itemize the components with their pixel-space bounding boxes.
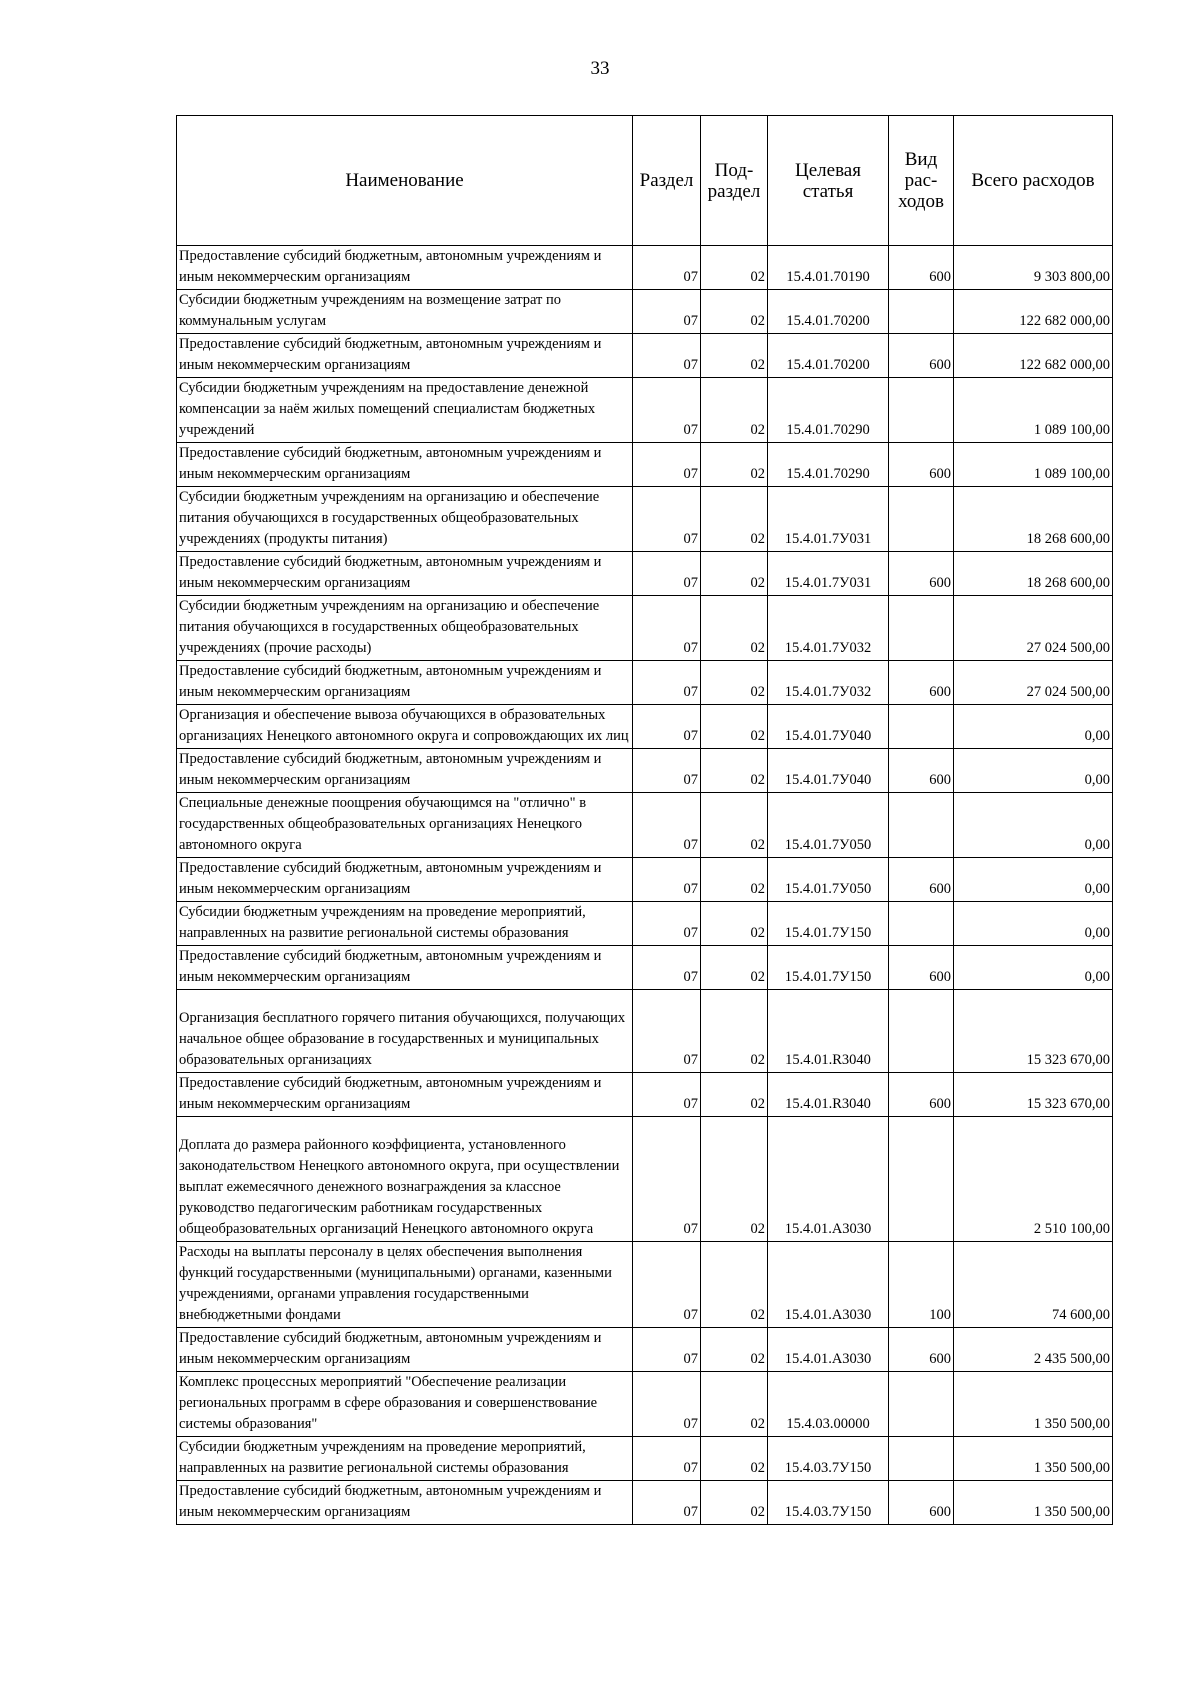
- row-total: 18 268 600,00: [954, 487, 1113, 552]
- table-row: [177, 1372, 1113, 1437]
- row-expense-kind: 600: [889, 552, 954, 596]
- row-total: 1 350 500,00: [954, 1481, 1113, 1525]
- row-section: 07: [633, 661, 701, 705]
- row-name: Субсидии бюджетным учреждениям на организацию и обеспечение питания обучающихся в государственных общеобразовательных учреждениях (продукты питания): [177, 487, 633, 552]
- row-name: Предоставление субсидий бюджетным, автономным учреждениям и иным некоммерческим организациям: [177, 552, 633, 596]
- row-subsection: 02: [701, 290, 768, 334]
- row-subsection: 02: [701, 487, 768, 552]
- row-subsection: 02: [701, 1242, 768, 1328]
- row-target-article: 15.4.01.А3030: [768, 1242, 889, 1328]
- row-total: 1 089 100,00: [954, 378, 1113, 443]
- row-total: 1 089 100,00: [954, 443, 1113, 487]
- row-expense-kind: [889, 596, 954, 661]
- row-expense-kind: 600: [889, 246, 954, 290]
- row-expense-kind: 600: [889, 946, 954, 990]
- row-name: Предоставление субсидий бюджетным, автономным учреждениям и иным некоммерческим организациям: [177, 1481, 633, 1525]
- row-name: Предоставление субсидий бюджетным, автономным учреждениям и иным некоммерческим организациям: [177, 334, 633, 378]
- header-subsection: [701, 116, 768, 246]
- table-row: [177, 902, 1113, 946]
- row-expense-kind: 600: [889, 858, 954, 902]
- table-row: [177, 596, 1113, 661]
- row-name: Предоставление субсидий бюджетным, автономным учреждениям и иным некоммерческим организациям: [177, 1073, 633, 1117]
- row-name: Доплата до размера районного коэффициента, установленного законодательством Ненецкого автономного округа, при осуществлении выплат ежемесячного денежного вознаграждения за классное руководство педагогическим работникам государственных общеобразовательных организаций Ненецкого автономного округа: [177, 1117, 633, 1242]
- row-target-article: 15.4.03.7У150: [768, 1437, 889, 1481]
- row-section: 07: [633, 487, 701, 552]
- row-section: 07: [633, 1437, 701, 1481]
- row-name: Предоставление субсидий бюджетным, автономным учреждениям и иным некоммерческим организациям: [177, 946, 633, 990]
- row-subsection: 02: [701, 246, 768, 290]
- row-expense-kind: [889, 705, 954, 749]
- row-target-article: 15.4.01.7У150: [768, 902, 889, 946]
- row-name: Субсидии бюджетным учреждениям на предоставление денежной компенсации за наём жилых помещений специалистам бюджетных учреждений: [177, 378, 633, 443]
- row-target-article: 15.4.01.7У040: [768, 749, 889, 793]
- header-kind-line1: Вид: [904, 149, 938, 170]
- row-expense-kind: [889, 487, 954, 552]
- row-total: 15 323 670,00: [954, 990, 1113, 1073]
- row-name: Предоставление субсидий бюджетным, автономным учреждениям и иным некоммерческим организациям: [177, 443, 633, 487]
- row-section: 07: [633, 705, 701, 749]
- row-expense-kind: [889, 793, 954, 858]
- table-row: [177, 990, 1113, 1073]
- row-total: 122 682 000,00: [954, 290, 1113, 334]
- table-row: [177, 378, 1113, 443]
- row-name: Организация бесплатного горячего питания обучающихся, получающих начальное общее образование в государственных и муниципальных образовательных организациях: [177, 990, 633, 1073]
- row-expense-kind: 600: [889, 334, 954, 378]
- row-subsection: 02: [701, 1481, 768, 1525]
- row-total: 122 682 000,00: [954, 334, 1113, 378]
- row-section: 07: [633, 946, 701, 990]
- row-section: 07: [633, 443, 701, 487]
- row-target-article: 15.4.01.70190: [768, 246, 889, 290]
- table-row: [177, 1437, 1113, 1481]
- row-name: Субсидии бюджетным учреждениям на проведение мероприятий, направленных на развитие региональной системы образования: [177, 902, 633, 946]
- row-target-article: 15.4.01.70290: [768, 378, 889, 443]
- row-total: 0,00: [954, 902, 1113, 946]
- row-subsection: 02: [701, 443, 768, 487]
- row-expense-kind: 100: [889, 1242, 954, 1328]
- header-subsection-line2: раздел: [707, 180, 761, 202]
- row-expense-kind: [889, 1372, 954, 1437]
- table-row: [177, 1117, 1113, 1242]
- row-name: Специальные денежные поощрения обучающимся на "отлично" в государственных общеобразовательных организациях Ненецкого автономного округа: [177, 793, 633, 858]
- row-total: 0,00: [954, 858, 1113, 902]
- row-name: Предоставление субсидий бюджетным, автономным учреждениям и иным некоммерческим организациям: [177, 661, 633, 705]
- header-section: Раздел: [633, 116, 701, 246]
- budget-table: [176, 115, 1113, 1525]
- table-row: [177, 443, 1113, 487]
- row-section: 07: [633, 858, 701, 902]
- row-section: 07: [633, 246, 701, 290]
- table-row: [177, 246, 1113, 290]
- table-row: [177, 552, 1113, 596]
- row-target-article: 15.4.01.7У050: [768, 793, 889, 858]
- row-name: Предоставление субсидий бюджетным, автономным учреждениям и иным некоммерческим организациям: [177, 246, 633, 290]
- row-target-article: 15.4.01.70200: [768, 290, 889, 334]
- row-total: 2 510 100,00: [954, 1117, 1113, 1242]
- row-section: 07: [633, 1328, 701, 1372]
- header-target-line2: статья: [802, 180, 854, 202]
- row-target-article: 15.4.01.7У032: [768, 596, 889, 661]
- row-target-article: 15.4.01.R3040: [768, 990, 889, 1073]
- row-expense-kind: 600: [889, 1481, 954, 1525]
- row-total: 27 024 500,00: [954, 596, 1113, 661]
- row-target-article: 15.4.01.7У032: [768, 661, 889, 705]
- row-total: 2 435 500,00: [954, 1328, 1113, 1372]
- table-row: [177, 290, 1113, 334]
- row-total: 1 350 500,00: [954, 1372, 1113, 1437]
- row-expense-kind: 600: [889, 1073, 954, 1117]
- row-subsection: 02: [701, 705, 768, 749]
- table-row: [177, 793, 1113, 858]
- table-row: [177, 661, 1113, 705]
- header-kind-line2: рас-: [904, 170, 938, 191]
- row-expense-kind: [889, 1117, 954, 1242]
- row-name: Предоставление субсидий бюджетным, автономным учреждениям и иным некоммерческим организациям: [177, 858, 633, 902]
- row-subsection: 02: [701, 902, 768, 946]
- row-target-article: 15.4.03.00000: [768, 1372, 889, 1437]
- row-target-article: 15.4.01.А3030: [768, 1117, 889, 1242]
- row-name: Комплекс процессных мероприятий "Обеспечение реализации региональных программ в сфере образования и совершенствование системы образования": [177, 1372, 633, 1437]
- row-subsection: 02: [701, 1328, 768, 1372]
- table-row: [177, 749, 1113, 793]
- row-section: 07: [633, 596, 701, 661]
- row-subsection: 02: [701, 946, 768, 990]
- row-name: Организация и обеспечение вывоза обучающихся в образовательных организациях Ненецкого автономного округа и сопровождающих их лиц: [177, 705, 633, 749]
- table-row: [177, 1328, 1113, 1372]
- row-target-article: 15.4.01.7У040: [768, 705, 889, 749]
- row-subsection: 02: [701, 749, 768, 793]
- header-expense-kind: [889, 116, 954, 246]
- row-expense-kind: [889, 378, 954, 443]
- row-section: 07: [633, 1242, 701, 1328]
- row-total: 0,00: [954, 946, 1113, 990]
- row-name: Субсидии бюджетным учреждениям на возмещение затрат по коммунальным услугам: [177, 290, 633, 334]
- row-section: 07: [633, 378, 701, 443]
- row-subsection: 02: [701, 1073, 768, 1117]
- row-total: 15 323 670,00: [954, 1073, 1113, 1117]
- row-target-article: 15.4.01.R3040: [768, 1073, 889, 1117]
- row-expense-kind: 600: [889, 749, 954, 793]
- page-number: 33: [590, 58, 610, 79]
- row-subsection: 02: [701, 1437, 768, 1481]
- row-section: 07: [633, 793, 701, 858]
- table-row: [177, 1073, 1113, 1117]
- row-section: 07: [633, 902, 701, 946]
- row-section: 07: [633, 1372, 701, 1437]
- table-row: [177, 487, 1113, 552]
- row-section: 07: [633, 552, 701, 596]
- row-target-article: 15.4.01.70290: [768, 443, 889, 487]
- table-row: [177, 946, 1113, 990]
- row-total: 18 268 600,00: [954, 552, 1113, 596]
- row-name: Предоставление субсидий бюджетным, автономным учреждениям и иным некоммерческим организациям: [177, 749, 633, 793]
- row-section: 07: [633, 1117, 701, 1242]
- row-target-article: 15.4.03.7У150: [768, 1481, 889, 1525]
- table-row: [177, 1481, 1113, 1525]
- row-section: 07: [633, 1073, 701, 1117]
- row-target-article: 15.4.01.70200: [768, 334, 889, 378]
- row-target-article: 15.4.01.А3030: [768, 1328, 889, 1372]
- table-header-row: [177, 116, 1113, 246]
- table-row: [177, 858, 1113, 902]
- row-subsection: 02: [701, 1117, 768, 1242]
- row-section: 07: [633, 290, 701, 334]
- header-target-line1: Целевая: [795, 159, 861, 181]
- row-total: 0,00: [954, 749, 1113, 793]
- row-total: 74 600,00: [954, 1242, 1113, 1328]
- row-expense-kind: [889, 1437, 954, 1481]
- header-kind-line3: ходов: [898, 191, 944, 212]
- row-expense-kind: 600: [889, 443, 954, 487]
- table-row: [177, 705, 1113, 749]
- row-name: Расходы на выплаты персоналу в целях обеспечения выполнения функций государственными (муниципальными) органами, казенными учреждениями, органами управления государственными внебюджетными фондами: [177, 1242, 633, 1328]
- row-total: 0,00: [954, 705, 1113, 749]
- row-expense-kind: [889, 990, 954, 1073]
- row-target-article: 15.4.01.7У031: [768, 487, 889, 552]
- row-subsection: 02: [701, 1372, 768, 1437]
- row-total: 1 350 500,00: [954, 1437, 1113, 1481]
- row-section: 07: [633, 990, 701, 1073]
- row-target-article: 15.4.01.7У050: [768, 858, 889, 902]
- row-subsection: 02: [701, 596, 768, 661]
- row-subsection: 02: [701, 990, 768, 1073]
- row-name: Субсидии бюджетным учреждениям на организацию и обеспечение питания обучающихся в государственных общеобразовательных учреждениях (прочие расходы): [177, 596, 633, 661]
- table-row: [177, 1242, 1113, 1328]
- row-total: 0,00: [954, 793, 1113, 858]
- header-subsection-line1: Под-: [714, 159, 754, 181]
- row-total: 27 024 500,00: [954, 661, 1113, 705]
- header-target-article: [768, 116, 889, 246]
- row-subsection: 02: [701, 661, 768, 705]
- row-expense-kind: [889, 902, 954, 946]
- row-subsection: 02: [701, 793, 768, 858]
- row-subsection: 02: [701, 378, 768, 443]
- row-target-article: 15.4.01.7У031: [768, 552, 889, 596]
- row-total: 9 303 800,00: [954, 246, 1113, 290]
- row-expense-kind: 600: [889, 1328, 954, 1372]
- row-subsection: 02: [701, 858, 768, 902]
- row-target-article: 15.4.01.7У150: [768, 946, 889, 990]
- header-total: Всего расходов: [954, 116, 1113, 246]
- row-section: 07: [633, 334, 701, 378]
- row-section: 07: [633, 1481, 701, 1525]
- header-name: Наименование: [177, 116, 633, 246]
- row-name: Субсидии бюджетным учреждениям на проведение мероприятий, направленных на развитие региональной системы образования: [177, 1437, 633, 1481]
- row-expense-kind: 600: [889, 661, 954, 705]
- row-section: 07: [633, 749, 701, 793]
- row-name: Предоставление субсидий бюджетным, автономным учреждениям и иным некоммерческим организациям: [177, 1328, 633, 1372]
- row-subsection: 02: [701, 552, 768, 596]
- table-row: [177, 334, 1113, 378]
- row-expense-kind: [889, 290, 954, 334]
- row-subsection: 02: [701, 334, 768, 378]
